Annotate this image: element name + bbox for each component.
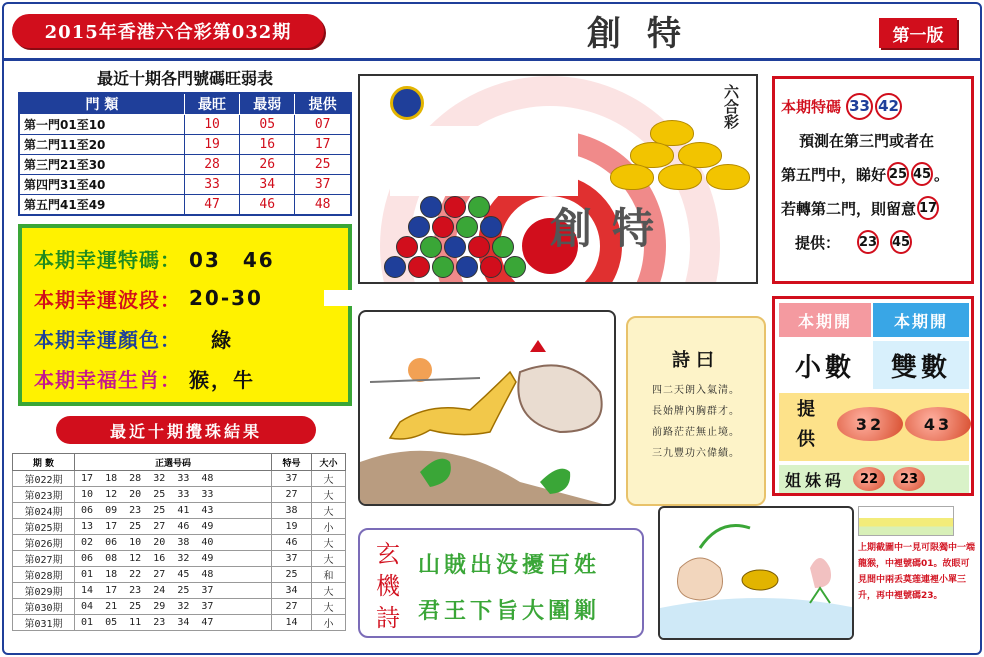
size-cell: 大: [312, 551, 346, 567]
sister-code-label: 姐妹码: [785, 470, 846, 490]
white-patch: [390, 126, 578, 196]
poem-title: 詩曰: [672, 350, 720, 371]
prediction-line-2: [781, 157, 965, 191]
max-cell: 33: [184, 175, 239, 195]
mystic-poem-box: [358, 528, 644, 638]
lottery-ball-icon: [396, 236, 418, 258]
special-cell: 34: [272, 583, 312, 599]
size-cell: 大: [312, 583, 346, 599]
issue-cell: 第022期: [13, 471, 75, 487]
prediction-line-3-text: 若轉第二門，則留意: [781, 199, 917, 218]
open-header-right: 本期開: [873, 303, 969, 337]
special-cell: 38: [272, 503, 312, 519]
provide-cell: 17: [295, 135, 351, 155]
poem-line: 三九豐功六偉績。: [652, 448, 740, 459]
min-header: 最弱: [240, 93, 295, 115]
open-provide-label: 提供: [794, 399, 815, 459]
lucky-special-value: 03 46: [189, 247, 275, 272]
gold-ingot-icon: [610, 164, 654, 190]
door-header: 門 類: [19, 93, 184, 115]
table-row: [19, 155, 351, 175]
min-cell: 05: [240, 115, 295, 135]
door-table: [18, 92, 352, 216]
lucky-box: [18, 224, 352, 406]
lucky-color-label: 本期幸運顏色：: [34, 327, 181, 352]
max-cell: 19: [184, 135, 239, 155]
issue-header: 期 數: [13, 454, 75, 471]
lottery-ball-icon: [504, 256, 526, 278]
poem-line: 四二天朗入氣清。: [652, 385, 740, 396]
open-provide-num-2: 43: [905, 407, 971, 441]
lucky-band-row: [34, 278, 336, 318]
cartoon-turtle-image: [658, 506, 854, 640]
lottery-ball-icon: [444, 236, 466, 258]
sister-code-1: 22: [853, 467, 885, 491]
prediction-num-3: 17: [917, 196, 939, 220]
open-right-value: 雙數: [873, 341, 969, 389]
size-cell: 大: [312, 599, 346, 615]
numbers-cell: 01 05 11 23 34 47: [75, 615, 272, 631]
numbers-cell: 13 17 25 27 46 49: [75, 519, 272, 535]
special-cell: 37: [272, 551, 312, 567]
numbers-cell: 06 08 12 16 32 49: [75, 551, 272, 567]
numbers-cell: 17 18 28 32 33 48: [75, 471, 272, 487]
special-cell: 37: [272, 471, 312, 487]
numbers-cell: 06 09 23 25 41 43: [75, 503, 272, 519]
mystic-label: 玄機詩: [376, 540, 400, 632]
lottery-ball-icon: [456, 256, 478, 278]
provide-header: 提供: [295, 93, 351, 115]
size-cell: 大: [312, 471, 346, 487]
lottery-ball-icon: [420, 236, 442, 258]
size-cell: 小: [312, 519, 346, 535]
special-cell: 27: [272, 487, 312, 503]
lucky-zodiac-value: 猴，牛: [189, 367, 255, 392]
door-cell: 第五門41至49: [19, 195, 184, 215]
lottery-ball-icon: [432, 216, 454, 238]
gold-ingot-icon: [706, 164, 750, 190]
lottery-ball-icon: [432, 256, 454, 278]
provide-num-1: 23: [857, 230, 879, 254]
open-provide-area: [779, 393, 969, 461]
open-header-left: 本期開: [779, 303, 871, 337]
table-row: [13, 551, 346, 567]
lucky-band-label: 本期幸運波段：: [34, 287, 181, 312]
mystic-line-2: 君王下旨大圍剿: [418, 598, 601, 624]
table-row: [13, 487, 346, 503]
size-cell: 小: [312, 615, 346, 631]
special-cell: 19: [272, 519, 312, 535]
lucky-color-value: 綠: [211, 327, 233, 352]
lucky-zodiac-row: [34, 358, 336, 398]
lottery-ball-icon: [468, 196, 490, 218]
numbers-cell: 01 18 22 27 45 48: [75, 567, 272, 583]
numbers-cell: 04 21 25 29 32 37: [75, 599, 272, 615]
table-row: [13, 503, 346, 519]
issue-cell: 第029期: [13, 583, 75, 599]
table-row: [13, 583, 346, 599]
table-row: [19, 175, 351, 195]
lucky-special-label: 本期幸運特碼：: [34, 247, 181, 272]
header-divider: [4, 58, 980, 61]
max-header: 最旺: [184, 93, 239, 115]
sister-code-2: 23: [893, 467, 925, 491]
main-title: 創特: [587, 13, 707, 54]
size-cell: 大: [312, 487, 346, 503]
table-row: [19, 115, 351, 135]
table-row: [13, 615, 346, 631]
prediction-line-2-text: 第五門中，睇好: [781, 165, 887, 184]
last-issue-note: 上期截圖中一見可限獨中一端龍猴，中裡號碼01。故眼可見間中兩丢莫莲連裡小單三升，再中裡號碼23。: [858, 543, 976, 601]
max-cell: 47: [184, 195, 239, 215]
prediction-num-1: 25: [887, 162, 909, 186]
special-code-line: [781, 89, 965, 123]
table-row: [13, 567, 346, 583]
numbers-cell: 14 17 23 24 25 37: [75, 583, 272, 599]
center-big-text: 創特: [550, 204, 675, 253]
door-cell: 第三門21至30: [19, 155, 184, 175]
center-corner-label: 六合彩: [722, 84, 740, 129]
lucky-color-row: [34, 318, 336, 358]
size-header: 大小: [312, 454, 346, 471]
prediction-line-2-end: 。: [934, 165, 950, 184]
table-row: [19, 195, 351, 215]
lottery-ball-icon: [408, 256, 430, 278]
special-cell: 46: [272, 535, 312, 551]
special-header: 特号: [272, 454, 312, 471]
lucky-zodiac-label: 本期幸福生肖：: [34, 367, 181, 392]
min-cell: 46: [240, 195, 295, 215]
size-cell: 和: [312, 567, 346, 583]
issue-title: 2015年香港六合彩第032期: [12, 14, 324, 48]
max-cell: 28: [184, 155, 239, 175]
provide-cell: 48: [295, 195, 351, 215]
provide-line: [781, 225, 965, 259]
special-code-label: 本期特碼: [781, 97, 842, 116]
size-cell: 大: [312, 503, 346, 519]
issue-cell: 第027期: [13, 551, 75, 567]
table-row: [19, 135, 351, 155]
turtle-scene-graphic: [660, 508, 854, 640]
provide-cell: 37: [295, 175, 351, 195]
special-cell: 14: [272, 615, 312, 631]
center-banner-image: [358, 74, 758, 284]
lottery-logo-icon: [390, 86, 424, 120]
size-cell: 大: [312, 535, 346, 551]
prediction-line-1: 預測在第三門或者在: [799, 131, 935, 150]
issue-cell: 第031期: [13, 615, 75, 631]
lottery-ball-icon: [480, 216, 502, 238]
mystic-line-1: 山賊出没擾百姓: [418, 552, 601, 578]
special-code-2: 42: [875, 93, 902, 120]
special-cell: 27: [272, 599, 312, 615]
issue-cell: 第024期: [13, 503, 75, 519]
special-cell: 25: [272, 567, 312, 583]
door-cell: 第二門11至20: [19, 135, 184, 155]
leopard-scene-graphic: [360, 312, 616, 506]
table-row: [13, 535, 346, 551]
lottery-ball-icon: [480, 256, 502, 278]
lottery-ball-icon: [456, 216, 478, 238]
issue-cell: 第023期: [13, 487, 75, 503]
provide-cell: 25: [295, 155, 351, 175]
open-left-value: 小數: [794, 352, 855, 383]
lottery-ball-icon: [384, 256, 406, 278]
issue-cell: 第025期: [13, 519, 75, 535]
separator-bar: [324, 290, 790, 306]
results-title: 最近十期攪珠結果: [56, 416, 316, 444]
open-provide-num-1: 32: [837, 407, 903, 441]
issue-cell: 第026期: [13, 535, 75, 551]
lucky-band-value: 20-30: [189, 286, 263, 310]
open-panel: [772, 296, 974, 496]
issue-cell: 第028期: [13, 567, 75, 583]
numbers-cell: 10 12 20 25 33 33: [75, 487, 272, 503]
table-row: [13, 471, 346, 487]
numbers-cell: 02 06 10 20 38 40: [75, 535, 272, 551]
gold-ingot-icon: [658, 164, 702, 190]
sister-code-row: [779, 465, 969, 493]
provide-num-2: 45: [890, 230, 912, 254]
door-cell: 第一門01至10: [19, 115, 184, 135]
poem-line: 前路茫茫無止境。: [652, 427, 740, 438]
edition-badge: 第一版: [879, 18, 957, 48]
min-cell: 16: [240, 135, 295, 155]
lottery-ball-icon: [492, 236, 514, 258]
prediction-num-2: 45: [911, 162, 933, 186]
lottery-ball-icon: [444, 196, 466, 218]
min-cell: 26: [240, 155, 295, 175]
max-cell: 10: [184, 115, 239, 135]
provide-cell: 07: [295, 115, 351, 135]
lottery-ball-icon: [468, 236, 490, 258]
table-row: [13, 519, 346, 535]
lucky-special-row: [34, 238, 336, 278]
results-table: [12, 453, 346, 631]
special-code-box: [772, 76, 974, 284]
issue-cell: 第030期: [13, 599, 75, 615]
door-table-title: 最近十期各門號碼旺弱表: [96, 69, 273, 88]
poem-line: 長始牌內胸群才。: [652, 406, 740, 417]
lottery-ball-icon: [420, 196, 442, 218]
poem-scroll: [626, 316, 766, 506]
special-code-1: 33: [846, 93, 873, 120]
lottery-ball-icon: [408, 216, 430, 238]
note-thumbnail-image: [858, 506, 954, 536]
numbers-header: 正選号码: [75, 454, 272, 471]
provide-label: 提供：: [795, 233, 841, 252]
min-cell: 34: [240, 175, 295, 195]
prediction-line-3: [781, 191, 965, 225]
table-row: [13, 599, 346, 615]
cartoon-leopard-image: [358, 310, 616, 506]
door-cell: 第四門31至40: [19, 175, 184, 195]
